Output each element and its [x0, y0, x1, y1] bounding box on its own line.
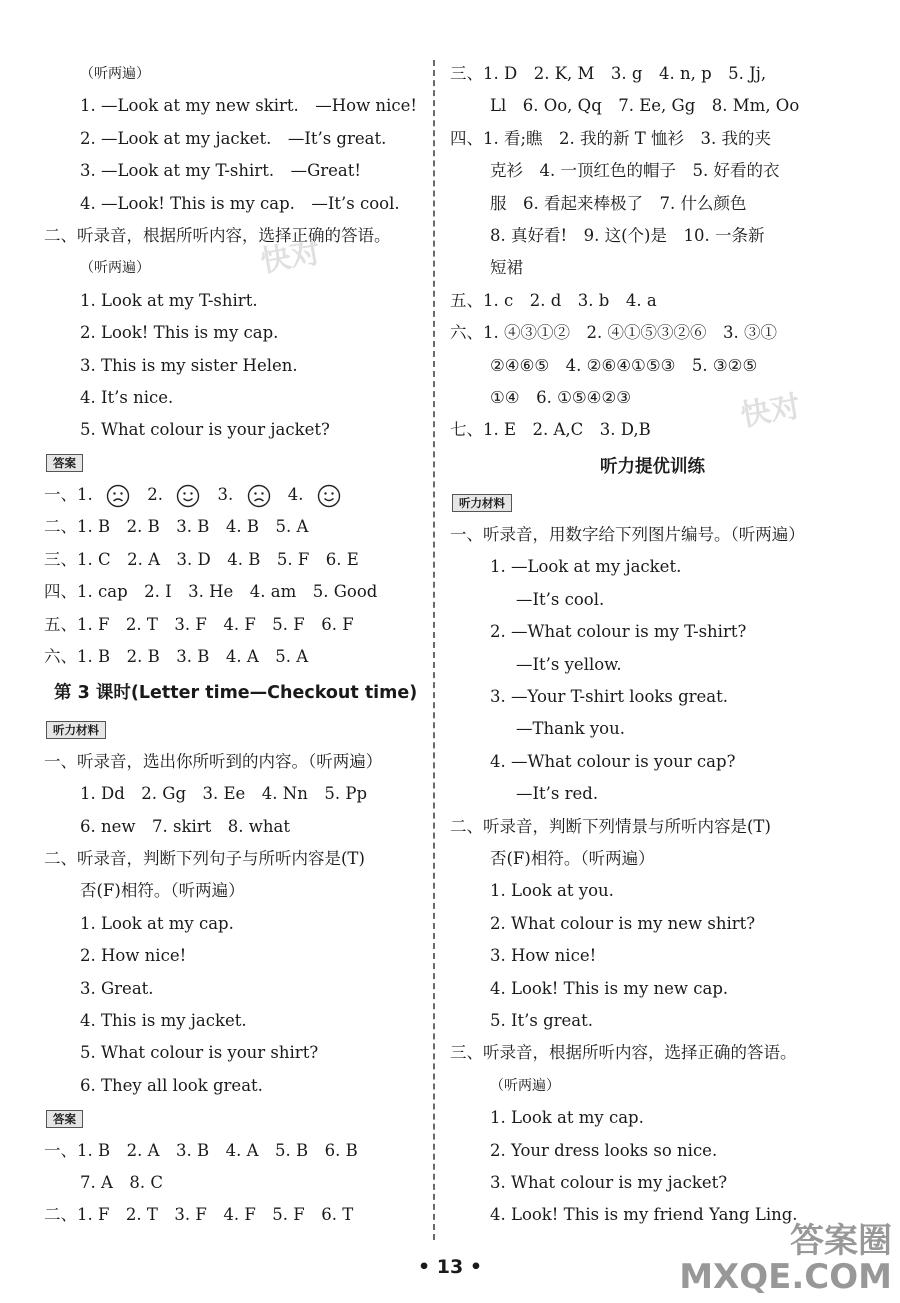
face-answers-row [44, 479, 422, 511]
answer-line: 六、1. B 2. B 3. B 4. A 5. A [44, 647, 309, 667]
sentence-line: 5. What colour is your jacket? [80, 420, 330, 440]
sentence-line: 4. It’s nice. [80, 387, 174, 407]
question-heading: 二、听录音，判断下列句子与所听内容是(T) [44, 848, 365, 868]
sentence-line: 4. Look! This is my new cap. [490, 978, 729, 998]
listen-twice-note: （听两遍） [80, 66, 150, 82]
sentence-line: 2. What colour is my new shirt? [490, 913, 756, 933]
sentence-line: 5. It’s great. [490, 1010, 594, 1030]
answer-line: 一、1. B 2. A 3. B 4. A 5. B 6. B [44, 1140, 358, 1160]
question-heading: 三、听录音，根据所听内容，选择正确的答语。 [450, 1043, 797, 1063]
sentence-line: 1. Look at my T-shirt. [80, 290, 258, 310]
dialogue-line: —It’s red. [516, 784, 599, 804]
answer-line: Ll 6. Oo, Qq 7. Ee, Gg 8. Mm, Oo [490, 96, 800, 116]
answer-line: 服 6. 看起来棒极了 7. 什么颜色 [490, 193, 747, 213]
answer-line: 7. A 8. C [80, 1172, 164, 1192]
sentence-line: 1. Dd 2. Gg 3. Ee 4. Nn 5. Pp [80, 784, 368, 804]
answer-line: 三、1. D 2. K, M 3. g 4. n, p 5. Jj, [450, 64, 767, 83]
question-heading: 二、听录音，根据所听内容，选择正确的答语。 [44, 225, 391, 245]
sad-face-icon [247, 484, 271, 508]
dialogue-line: 3. —Look at my T-shirt. —Great! [80, 161, 361, 181]
dialogue-line: 4. —What colour is your cap? [490, 751, 736, 771]
dialogue-line: 2. —What colour is my T-shirt? [490, 622, 747, 642]
dialogue-line: 4. —Look! This is my cap. —It’s cool. [80, 193, 400, 213]
question-heading: 二、听录音，判断下列情景与所听内容是(T) [450, 816, 771, 836]
sentence-line: 1. Look at you. [490, 881, 614, 901]
sentence-line: 2. How nice! [80, 946, 187, 966]
item-number: 3. [217, 485, 234, 505]
listen-twice-note: （听两遍） [490, 1077, 560, 1094]
answer-line: ②④⑥⑤ 4. ②⑥④①⑤③ 5. ③②⑤ [490, 355, 758, 375]
answer-line: 8. 真好看! 9. 这(个)是 10. 一条新 [490, 225, 765, 245]
dialogue-line: 1. —Look at my new skirt. —How nice! [80, 96, 417, 116]
section-title: 听力提优训练 [600, 456, 705, 477]
item-number: 2. [147, 485, 163, 505]
left-column [44, 58, 422, 1232]
answer-line: 四、1. cap 2. I 3. He 4. am 5. Good [44, 582, 378, 602]
sentence-line: 1. Look at my cap. [80, 913, 234, 933]
dialogue-line: —It’s yellow. [516, 654, 622, 674]
happy-face-icon [176, 484, 200, 508]
dialogue-line: 2. —Look at my jacket. —It’s great. [80, 128, 387, 148]
answer-line: 三、1. C 2. A 3. D 4. B 5. F 6. E [44, 549, 359, 569]
sentence-line: 3. How nice! [490, 946, 597, 966]
answer-line: 六、1. ④③①② 2. ④①⑤③②⑥ 3. ③① [450, 323, 777, 343]
sentence-line: 6. They all look great. [80, 1075, 263, 1095]
item-number: 1. [77, 485, 93, 505]
watermark-text: 答案圈 [790, 1221, 892, 1261]
listening-material-tag: 听力材料 [46, 721, 106, 739]
listen-twice-note: （听两遍） [80, 260, 150, 277]
section-prefix: 一、 [44, 485, 77, 505]
question-heading: 一、听录音，选出你所听到的内容。（听两遍） [44, 751, 383, 771]
answer-line: 四、1. 看;瞧 2. 我的新 T 恤衫 3. 我的夹 [450, 128, 772, 148]
watermark: 快对 [258, 235, 324, 280]
answer-line: 二、1. F 2. T 3. F 4. F 5. F 6. T [44, 1205, 354, 1225]
sentence-line: 4. This is my jacket. [80, 1010, 247, 1030]
watermark-url: MXQE.COM [679, 1257, 892, 1297]
sentence-line: 3. This is my sister Helen. [80, 355, 298, 375]
page-number: • 13 • [418, 1256, 482, 1278]
sentence-line: 6. new 7. skirt 8. what [80, 816, 290, 836]
sentence-line: 5. What colour is your shirt? [80, 1043, 319, 1063]
dialogue-line: —Thank you. [516, 719, 625, 739]
answer-line: 克衫 4. 一顶红色的帽子 5. 好看的衣 [490, 161, 780, 181]
sentence-line: 1. Look at my cap. [490, 1108, 644, 1128]
answer-tag: 答案 [46, 1110, 83, 1128]
answer-tag: 答案 [46, 454, 83, 472]
answer-line: 短裙 [490, 258, 523, 278]
item-number: 4. [287, 485, 304, 505]
sentence-line: 2. Look! This is my cap. [80, 323, 279, 343]
column-divider [433, 60, 435, 1240]
right-column [450, 58, 855, 1232]
sad-face-icon [106, 484, 130, 508]
answer-line: 五、1. F 2. T 3. F 4. F 5. F 6. F [44, 614, 354, 634]
listening-material-tag: 听力材料 [452, 494, 512, 512]
question-heading-cont: 否(F)相符。（听两遍） [80, 881, 245, 901]
sentence-line: 4. Look! This is my friend Yang Ling. [490, 1205, 798, 1225]
sentence-line: 3. Great. [80, 978, 154, 998]
answer-line: 五、1. c 2. d 3. b 4. a [450, 290, 657, 310]
answer-line: 二、1. B 2. B 3. B 4. B 5. A [44, 517, 309, 537]
dialogue-line: —It’s cool. [516, 589, 605, 609]
section-title: 第 3 课时(Letter time—Checkout time) [54, 683, 418, 704]
dialogue-line: 3. —Your T-shirt looks great. [490, 687, 729, 707]
dialogue-line: 1. —Look at my jacket. [490, 557, 682, 577]
answer-line: 七、1. E 2. A,C 3. D,B [450, 420, 651, 440]
sentence-line: 3. What colour is my jacket? [490, 1172, 728, 1192]
question-heading-cont: 否(F)相符。（听两遍） [490, 848, 655, 868]
watermark: 快对 [738, 389, 804, 434]
sentence-line: 2. Your dress looks so nice. [490, 1140, 718, 1160]
happy-face-icon [317, 484, 341, 508]
question-heading: 一、听录音，用数字给下列图片编号。（听两遍） [450, 525, 805, 545]
watermark-logo [679, 1223, 892, 1295]
answer-line: ①④ 6. ①⑤④②③ [490, 387, 632, 407]
